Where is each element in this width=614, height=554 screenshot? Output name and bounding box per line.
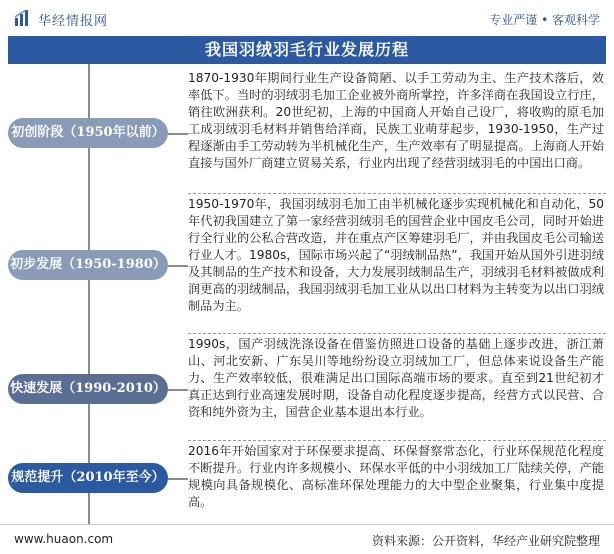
huajing-logo-icon — [14, 9, 32, 27]
page-title: 我国羽绒羽毛行业发展历程 — [204, 40, 409, 59]
top-bar — [0, 0, 614, 36]
slogan: 专业严谨 • 客观科学 — [489, 13, 600, 27]
stage-3-text: 1990s，国产羽绒洗涤设备在借鉴仿照进口设备的基础上逐步改进，浙江萧山、河北安新、广东吴川等地纷纷设立羽绒加工厂，但总体来说设备生产能力、生产效率较低，很难满足出口国际高端市场的要求。直至到21世纪初才真正达到行业高速发展时期，设备自动化程度逐步提高，经营方式以民营、合资和纯外资为主，国营企业基本退出本行业。 — [188, 337, 604, 419]
brand-name: 华经情报网 — [38, 14, 109, 29]
stage-4-label: 规范提升（2010年至今） — [8, 463, 168, 493]
stage-4-text: 2016年开始国家对于环保要求提高、环保督察常态化，行业环保规范化程度不断提升。行业内许多规模小、环保水平低的中小羽绒加工厂陆续关停，产能规模向具备规模化、高标准环保处理能力的大中型企业聚集，行业集中度提高。 — [188, 444, 604, 509]
stage-2-label: 初步发展（1950-1980） — [8, 250, 168, 280]
stage-4-connector — [168, 478, 188, 480]
stage-2-text: 1950-1970年，我国羽绒羽毛加工由半机械化逐步实现机械化和自动化，50年代初我国建立了第一家经营羽绒羽毛的国营企业中国皮毛公司，同时开始进行全行业的公私合营改造，并在重点产区筹建羽毛厂，并由我国皮毛公司输送行业人才。1980s，国际市场兴起了“羽绒制品热”，我国开始从国外引进羽绒及其制品的生产技术和设备，大力发展羽绒制品生产，羽绒羽毛材料被做成利润更高的羽绒制品，我国羽绒羽毛加工业从以出口材料为主转变为以出口羽绒制品为主。 — [188, 197, 604, 313]
site-url: www.huaon.com — [14, 532, 114, 546]
stage-2-connector — [168, 265, 188, 267]
title-bar — [8, 36, 606, 64]
stage-divider — [188, 440, 606, 441]
stage-1-text: 1870-1930年期间行业生产设备简陋、以手工劳动为主、生产技术落后，效率低下。当时的羽绒羽毛加工企业被外商所掌控，许多洋商在我国设立行庄，销往欧洲获利。20世纪初，上海的中国商人开始自己设厂，将收购的原毛加工成羽绒羽毛材料并销售给洋商，民族工业萌芽起步，1930-1950，生产过程逐渐由手工劳动转为半机械化生产，生产效率有了明显提高。上海商人开始直接与国外厂商建立贸易关系，行业内出现了经营羽绒羽毛的中国出口商。 — [188, 71, 604, 170]
stage-divider — [188, 333, 606, 334]
stage-3-label: 快速发展（1990-2010） — [8, 374, 168, 404]
footer — [0, 524, 614, 554]
data-source: 资料来源：公开资料，华经产业研究院整理 — [371, 534, 600, 548]
stage-divider — [188, 193, 606, 194]
stage-1-connector — [168, 133, 188, 135]
stage-3-connector — [168, 389, 188, 391]
stage-1-label: 初创阶段（1950年以前） — [8, 118, 168, 148]
